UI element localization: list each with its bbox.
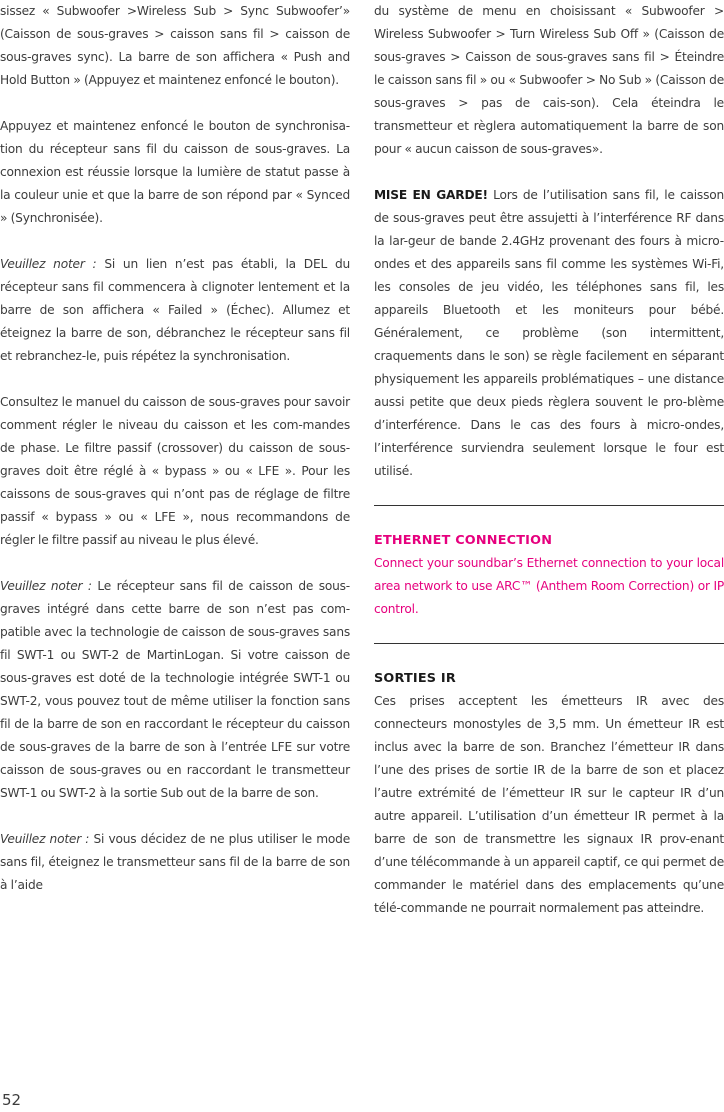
ir-outputs-paragraph: Ces prises acceptent les émetteurs IR avec des connecteurs monostyles de 3,5 mm. Un émetteur IR est inclus avec la barre de son. Branchez l’émetteur IR dans l’une des prises de sortie IR de la barre de son et placez l’autre extrémité de l’émetteur IR sur le capteur IR d’un autre appareil. L’utilisation d’un émetteur IR permet à la barre de son de transmettre les signaux IR prov-enant d’une télécommande à un appareil captif, ce qui permet de commander le matériel dans des emplacements qu’une télé-commande ne pourrait normalement pas atteindre. [374, 694, 724, 915]
section-divider [374, 505, 724, 506]
paragraph-swt-compatibility-note [0, 575, 350, 805]
note-label: Veuillez noter : [0, 579, 92, 593]
note-label: Veuillez noter : [0, 832, 90, 846]
note-label: Veuillez noter : [0, 257, 97, 271]
paragraph-crossover: Consultez le manuel du caisson de sous-graves pour savoir comment régler le niveau du caisson et les com-mandes de phase. Le filtre passif (crossover) du caisson de sous-graves doit être réglé à « bypass » ou « LFE ». Pour les caissons de sous-graves qui n’ont pas de réglage de filtre passif « bypass » ou « LFE », nous recommandons de régler le filtre passif au niveau le plus élevé. [0, 395, 350, 547]
paragraph-sync-button: Appuyez et maintenez enfoncé le bouton de synchronisa-tion du récepteur sans fil du caisson de sous-graves. La connexion est réussie lorsque la lumière de statut passe à la couleur unie et que la barre de son répond par « Synced » (Synchronisée). [0, 119, 350, 225]
section-divider [374, 643, 724, 644]
ir-outputs-heading: SORTIES IR [374, 671, 456, 686]
note-text: Le récepteur sans fil de caisson de sous-graves intégré dans cette barre de son n’est pas com-patible avec la technologie de caisson de sous-graves sans fil SWT-1 ou SWT-2 de MartinLogan. Si votre caisson de sous-graves est doté de la technologie intégrée SWT-1 ou SWT-2, vous pouvez tout de même utiliser la fonction sans fil de la barre de son en raccordant le récepteur du caisson de sous-graves de la barre de son à l’entrée LFE sur votre caisson de sous-graves ou en raccordant le transmetteur SWT-1 ou SWT-2 à la sortie Sub out de la barre de son. [0, 579, 351, 800]
ethernet-paragraph: Connect your soundbar’s Ethernet connection to your local area network to use ARC™ (Anthem Room Correction) or IP control. [374, 556, 724, 616]
paragraph-disable-wireless-note [0, 828, 350, 897]
paragraph-caution [374, 184, 724, 483]
paragraph-subwoofer-sync-menu: sissez « Subwoofer >Wireless Sub > Sync Subwoofer’» (Caisson de sous-graves > caisson sans fil > caisson de sous-graves sync). La barre de son affichera « Push and Hold Button » (Appuyez et maintenez enfoncé le bouton). [0, 4, 350, 87]
left-column [0, 0, 350, 897]
ethernet-heading: ETHERNET CONNECTION [374, 533, 553, 548]
caution-label: MISE EN GARDE! [374, 188, 488, 202]
note-text: Si vous décidez de ne plus utiliser le mode sans fil, éteignez le transmetteur sans fil de la barre de son à l’aide [0, 832, 350, 892]
note-text: Si un lien n’est pas établi, la DEL du récepteur sans fil commencera à clignoter lentement et la barre de son affichera « Failed » (Échec). Allumez et éteignez la barre de son, débranchez le récepteur sans fil et rebranchez-le, puis répétez la synchronisation. [0, 257, 351, 363]
page-number: 52 [2, 1091, 22, 1109]
paragraph-turn-wireless-off: du système de menu en choisissant « Subwoofer > Wireless Subwoofer > Turn Wireless Sub Off » (Caisson de sous-graves > Caisson de sous-graves sans fil > Éteindre le caisson sans fil » ou « Subwoofer > No Sub » (Caisson de sous-graves > pas de cais-son). Cela éteindra le transmetteur et règlera automatiquement la barre de son pour « aucun caisson de sous-graves». [374, 4, 724, 156]
caution-text: Lors de l’utilisation sans fil, le caisson de sous-graves peut être assujetti à l’interférence RF dans la lar-geur de bande 2.4GHz provenant des fours à micro-ondes et des appareils sans fil comme les systèmes Wi-Fi, les consoles de jeu vidéo, les téléphones sans fil, les appareils Bluetooth et les moniteurs pour bébé. Généralement, ce problème (son intermittent, craquements dans le son) se règle facilement en séparant physiquement les appareils problématiques – une distance aussi petite que deux pieds règlera souvent le pro-blème d’interférence. Dans le cas des fours à micro-ondes, l’interférence surviendra seulement lorsque le four est utilisé. [374, 188, 724, 478]
paragraph-sync-failed-note [0, 253, 350, 368]
right-column [374, 0, 724, 920]
